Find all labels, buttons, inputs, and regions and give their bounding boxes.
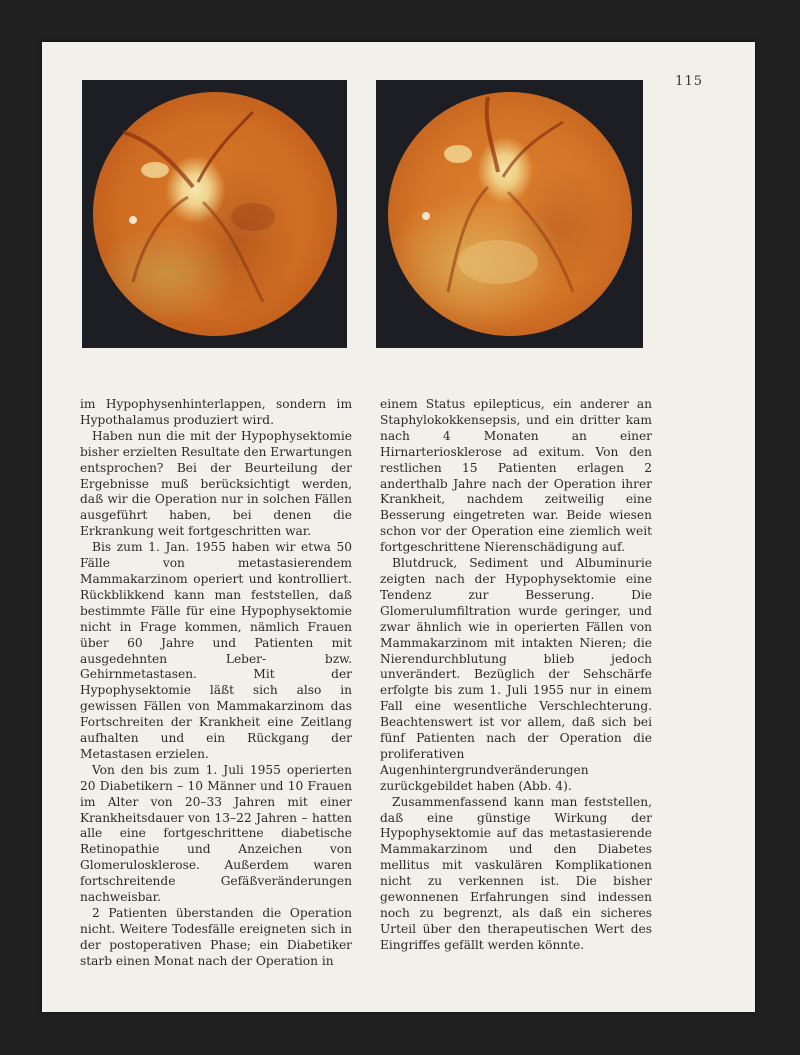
retinal-vessels-right	[388, 92, 632, 336]
fundus-photo-left	[82, 80, 347, 348]
retinal-vessels-left	[93, 92, 337, 336]
fundus-image-left	[93, 92, 337, 336]
paragraph: Haben nun die mit der Hypophysektomie bisher erzielten Resultate den Erwartungen entsprochen? Bei der Beurteilung der Ergebnisse muß berücksichtigt werden, daß wir die Operation nur in solchen Fällen ausgeführt haben, bei denen die Erkrankung weit fortgeschritten war.	[80, 428, 352, 539]
paragraph: Bis zum 1. Jan. 1955 haben wir etwa 50 Fälle von metastasierendem Mammakarzinom operiert und kontrolliert. Rückblikkend kann man feststellen, daß bestimmte Fälle für eine Hypophysektomie nicht in Frage kommen, nämlich Frauen über 60 Jahre und Patienten mit ausgedehnten Leber- bzw. Gehirnmetastasen. Mit der Hypophysektomie läßt sich also in gewissen Fällen von Mammakarzinom das Fortschreiten der Krankheit eine Zeitlang aufhalten und ein Rückgang der Metastasen erzielen.	[80, 540, 352, 761]
page-number: 115	[675, 74, 703, 89]
paragraph: einem Status epilepticus, ein anderer an Staphylokokkensepsis, und ein dritter kam nach 4 Monaten an einer Hirnarteriosklerose ad exitum. Von den restlichen 15 Patienten erlagen 2 anderthalb Jahre nach der Operation ihrer Krankheit, nachdem zeitweilig eine Besserung eingetreten war. Beide wiesen schon vor der Operation eine ziemlich weit fortgeschrittene Nierenschädigung auf.	[380, 397, 652, 555]
paragraph: Von den bis zum 1. Juli 1955 operierten 20 Diabetikern – 10 Männer und 10 Frauen im Alter von 20–33 Jahren mit einer Krankheitsdauer von 13–22 Jahren – hatten alle eine fortgeschrittene diabetische Retinopathie und Anzeichen von Glomerulosklerose. Außerdem waren fortschreitende Gefäßveränderungen nachweisbar.	[80, 762, 352, 905]
paragraph: Blutdruck, Sediment und Albuminurie zeigten nach der Hypophysektomie eine Tendenz zur Besserung. Die Glomerulumfiltration wurde geringer, und zwar ähnlich wie in operierten Fällen von Mammakarzinom mit intakten Nieren; die Nierendurchblutung blieb jedoch unverändert. Bezüglich der Sehschärfe erfolgte bis zum 1. Juli 1955 nur in einem Fall eine wesentliche Verschlechterung. Beachtenswert ist vor allem, daß sich bei fünf Patienten nach der Operation die proliferativen Augenhintergrundveränderungen zurückgebildet haben (Abb. 4).	[380, 556, 652, 793]
text-column-left	[80, 397, 352, 970]
fundus-image-right	[388, 92, 632, 336]
fundus-photo-right	[376, 80, 643, 348]
paragraph: 2 Patienten überstanden die Operation nicht. Weitere Todesfälle ereigneten sich in der postoperativen Phase; ein Diabetiker starb einen Monat nach der Operation in	[80, 906, 352, 968]
paragraph: im Hypophysenhinterlappen, sondern im Hypothalamus produziert wird.	[80, 397, 352, 427]
paragraph: Zusammenfassend kann man feststellen, daß eine günstige Wirkung der Hypophysektomie auf das metastasierende Mammakarzinom und den Diabetes mellitus mit vaskulären Komplikationen nicht zu verkennen ist. Die bisher gewonnenen Erfahrungen sind indessen noch zu begrenzt, als daß ein sicheres Urteil über den therapeutischen Wert des Eingriffes gefällt werden könnte.	[380, 794, 652, 952]
document-page	[42, 42, 755, 1012]
text-column-right	[380, 397, 652, 954]
